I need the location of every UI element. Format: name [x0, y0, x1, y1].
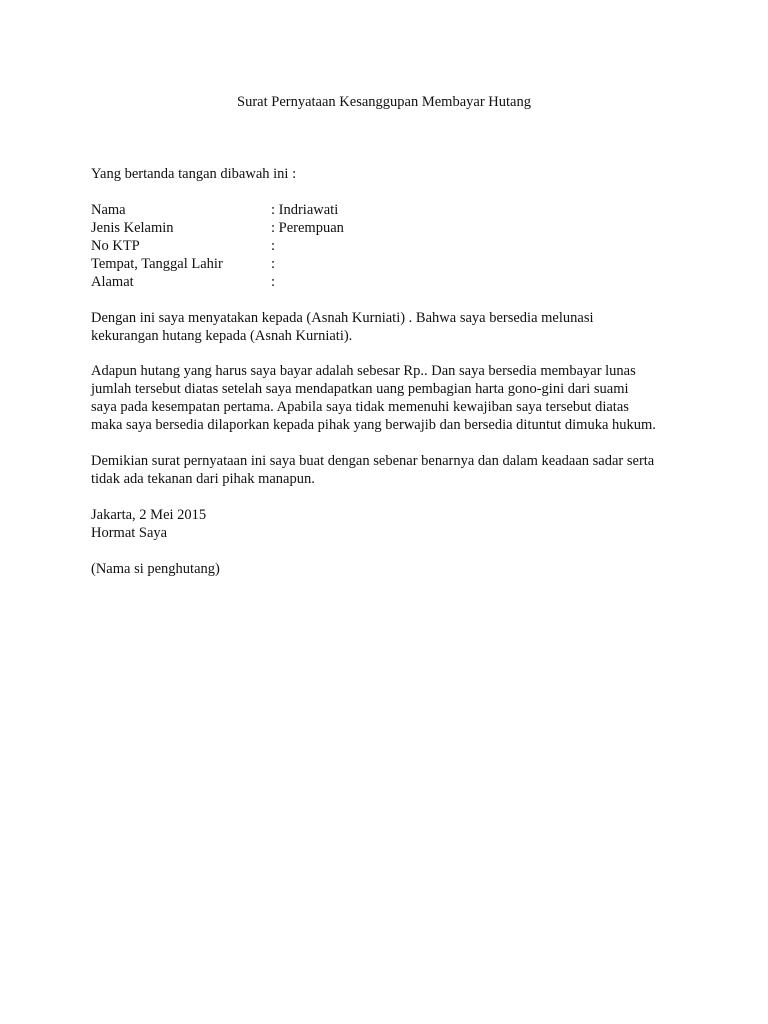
field-nama [91, 201, 691, 219]
signatory-name: (Nama si penghutang) [91, 561, 220, 577]
field-label: Jenis Kelamin [91, 220, 174, 236]
field-alamat [91, 273, 691, 291]
intro-text: Yang bertanda tangan dibawah ini : [91, 166, 297, 182]
paragraph-2-line: Adapun hutang yang harus saya bayar adalah sebesar Rp.. Dan saya bersedia membayar lunas [91, 363, 636, 379]
paragraph-1-line: kekurangan hutang kepada (Asnah Kurniati). [91, 328, 353, 344]
paragraph-1-line: Dengan ini saya menyatakan kepada (Asnah Kurniati) . Bahwa saya bersedia melunasi [91, 310, 594, 326]
paragraph-2-line: jumlah tersebut diatas setelah saya mendapatkan uang pembagian harta gono-gini dari suami [91, 381, 629, 397]
document-title: Surat Pernyataan Kesanggupan Membayar Hutang [237, 94, 531, 110]
field-tempat-tanggal-lahir [91, 255, 691, 273]
paragraph-2-line: saya pada kesempatan pertama. Apabila saya tidak memenuhi kewajiban saya tersebut diatas [91, 399, 629, 415]
field-value: : Perempuan [271, 220, 344, 236]
place-date: Jakarta, 2 Mei 2015 [91, 507, 207, 523]
field-label: Nama [91, 202, 126, 218]
closing-text: Hormat Saya [91, 525, 168, 541]
field-value: : [271, 274, 276, 290]
field-jenis-kelamin [91, 219, 691, 237]
field-no-ktp [91, 237, 691, 255]
field-value: : Indriawati [271, 202, 339, 218]
paragraph-3-line: tidak ada tekanan dari pihak manapun. [91, 471, 315, 487]
field-value: : [271, 238, 276, 254]
paragraph-2-line: maka saya bersedia dilaporkan kepada pihak yang berwajib dan bersedia dituntut dimuka hukum. [91, 417, 656, 433]
field-label: Tempat, Tanggal Lahir [91, 256, 223, 272]
field-label: Alamat [91, 274, 134, 290]
paragraph-3-line: Demikian surat pernyataan ini saya buat dengan sebenar benarnya dan dalam keadaan sadar serta [91, 453, 655, 469]
field-value: : [271, 256, 276, 272]
field-label: No KTP [91, 238, 140, 254]
